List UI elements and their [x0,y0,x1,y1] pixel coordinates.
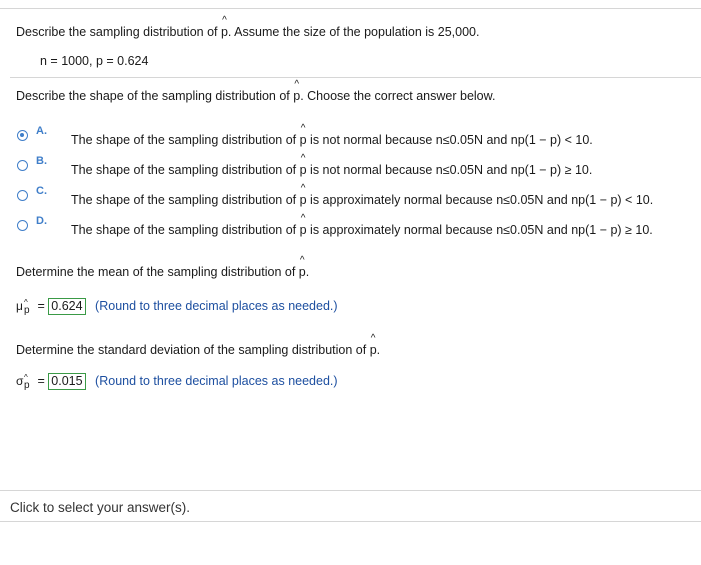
option-d[interactable] [17,215,653,239]
option-b[interactable] [17,155,593,179]
option-text: The shape of the sampling distribution of ^ p is not normal because n≤0.05N and np(1 − p) ≥ 10. [71,163,592,177]
top-divider [0,8,701,9]
radio-a[interactable] [17,130,28,141]
mean-answer-input[interactable]: 0.624 [48,298,85,315]
option-c[interactable] [17,185,654,209]
option-letter: A. [36,125,47,137]
sd-answer-row: σ ^ p = 0.015 (Round to three decimal places as needed.) [16,373,338,390]
option-letter: B. [36,155,47,167]
sigma-phat-symbol: σ ^ p [16,374,34,390]
option-letter: C. [36,185,47,197]
question-prompt: Describe the sampling distribution of ^ p. Assume the size of the population is 25,000. [16,25,479,39]
mean-prompt: Determine the mean of the sampling distribution of ^ p. [16,265,309,279]
option-text: The shape of the sampling distribution of ^ p is not normal because n≤0.05N and np(1 − p) < 10. [71,133,593,147]
question-divider [10,77,701,78]
sd-prompt: Determine the standard deviation of the sampling distribution of ^ p. [16,343,380,357]
mu-phat-symbol: μ ^ p [16,299,34,315]
mean-hint: (Round to three decimal places as needed.) [95,299,338,313]
radio-c[interactable] [17,190,28,201]
radio-b[interactable] [17,160,28,171]
footer-divider-bottom [0,521,701,522]
mean-answer-row: μ ^ p = 0.624 (Round to three decimal places as needed.) [16,298,338,315]
p-hat: ^ p [293,89,300,103]
footer-divider-top [0,490,701,491]
radio-d[interactable] [17,220,28,231]
option-letter: D. [36,215,47,227]
shape-prompt: Describe the shape of the sampling distribution of ^ p. Choose the correct answer below. [16,89,495,103]
p-hat: ^ p [299,265,306,279]
option-text: The shape of the sampling distribution of ^ p is approximately normal because n≤0.05N and np(1 − p) < 10. [71,193,653,207]
sd-answer-input[interactable]: 0.015 [48,373,85,390]
option-a[interactable] [17,125,593,149]
p-hat: ^ p [370,343,377,357]
p-hat: ^ p [221,25,228,39]
option-text: The shape of the sampling distribution of ^ p is approximately normal because n≤0.05N and np(1 − p) ≥ 10. [71,223,653,237]
footer-status: Click to select your answer(s). [10,500,191,515]
given-values: n = 1000, p = 0.624 [40,54,149,68]
sd-hint: (Round to three decimal places as needed.) [95,374,338,388]
